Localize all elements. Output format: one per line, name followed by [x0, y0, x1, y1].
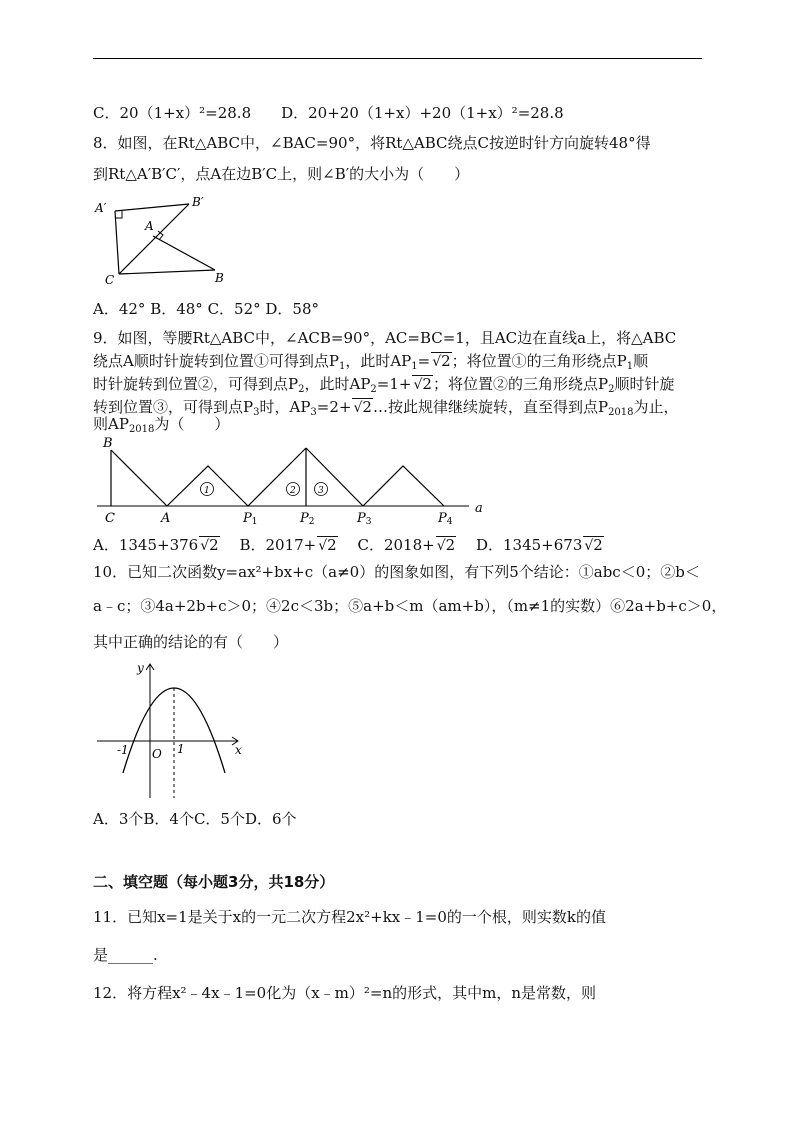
q10-stem-line2: a﹣c；③4a+2b+c＞0；④2c＜3b；⑤a+b＜m（am+b），（m≠1的实数）⑥2a+b+c＞0， [93, 597, 727, 615]
label-c: C [105, 511, 115, 526]
q7-options-cd: C．20（1+x）²=28.8 D．20+20（1+x）+20（1+x）²=28.8 [93, 104, 564, 122]
label-p2: P2 [300, 511, 315, 527]
label-one: 1 [177, 742, 185, 756]
q8-stem-line2: 到Rt△A′B′C′，点A在边B′C上，则∠B′的大小为（ ） [93, 165, 470, 183]
q9-option-b: B．2017+ √2 [239, 536, 337, 554]
svg-text:3: 3 [318, 486, 324, 496]
q10-stem-line1: 10．已知二次函数y=ax²+bx+c（a≠0）的图象如图，有下列5个结论：①abc＜0；②b＜ [93, 563, 700, 581]
q9-option-c: C．2018+ √2 [357, 536, 456, 554]
label-b: B [103, 436, 113, 451]
svg-text:2: 2 [290, 486, 296, 496]
svg-text:1: 1 [204, 486, 210, 496]
label-a: A [145, 219, 154, 233]
q9-options [93, 535, 604, 555]
label-b-prime: B′ [192, 195, 204, 209]
q10-stem-line3: 其中正确的结论的有（ ） [93, 633, 289, 651]
label-p1: P1 [243, 511, 258, 527]
q12-stem-line1: 12．将方程x²﹣4x﹣1=0化为（x﹣m）²=n的形式，其中m，n是常数，则 [93, 984, 597, 1002]
label-line-a: a [475, 501, 483, 516]
q9-stem-line5: 则$AP_{2018}$为（ ） [93, 415, 230, 435]
q9-stem-line3: 时针旋转到位置②，可得到点$P_2$，此时$AP_2=1+ √2$；将位置②的三角形绕点$P_2$顺时针旋 [93, 375, 675, 395]
label-b: B [215, 271, 224, 285]
label-c: C [105, 273, 115, 287]
q10-options: A．3个B．4个C．5个D．6个 [93, 810, 297, 828]
q9-stem-line1: 9．如图，等腰Rt△ABC中，∠ACB=90°，AC=BC=1，且AC边在直线a上，将△ABC [93, 329, 677, 347]
q9-stem-line2: 绕点A顺时针旋转到位置①可得到点$P_1$，此时$AP_1= √2$；将位置①的三角形绕点$P_1$顺 [93, 352, 649, 372]
q9-stem-line4: 转到位置③，可得到点$P_3$时，$AP_3=2+$ √2…按此规律继续旋转，直至得到点$P_{2018}$为止， [93, 398, 679, 418]
q8-figure [93, 194, 233, 290]
q11-stem-line1: 11．已知x=1是关于x的一元二次方程2x²+kx﹣1=0的一个根，则实数k的值 [93, 908, 606, 926]
q9-figure [93, 434, 503, 529]
q8-options: A．42° B．48° C．52° D．58° [93, 300, 320, 318]
label-neg1: -1 [117, 743, 129, 757]
q9-option-d: D．1345+673 √2 [475, 536, 603, 554]
label-a: A [161, 511, 171, 526]
q8-stem-line1: 8．如图，在Rt△ABC中，∠BAC=90°，将Rt△ABC绕点C按逆时针方向旋转48°得 [93, 134, 651, 152]
label-a-prime: A′ [95, 201, 107, 215]
q10-figure [93, 658, 253, 803]
section2-title: 二、填空题（每小题3分，共18分） [93, 873, 335, 891]
label-y: y [137, 661, 144, 675]
header-rule [93, 58, 702, 59]
label-origin: O [152, 747, 162, 761]
label-x: x [235, 743, 242, 757]
q9-option-a: A．1345+376 √2 [93, 536, 219, 554]
label-p3: P3 [357, 511, 372, 527]
label-p4: P4 [438, 511, 453, 527]
q11-stem-line2: 是______. [93, 946, 158, 964]
